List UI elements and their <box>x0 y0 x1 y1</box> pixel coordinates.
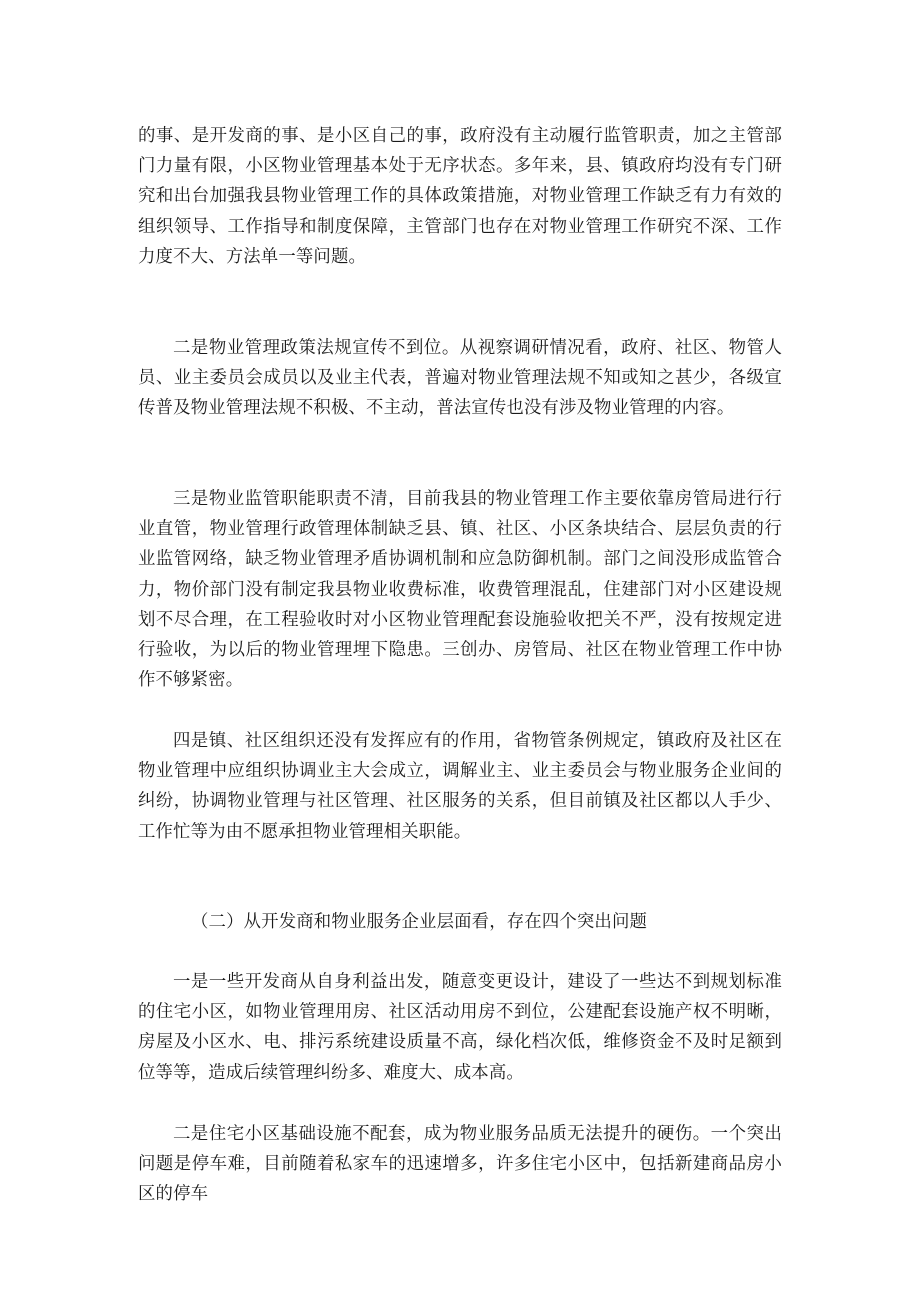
paragraph-continuation: 的事、是开发商的事、是小区自己的事，政府没有主动履行监管职责，加之主管部门力量有限，小区物业管理基本处于无序状态。多年来，县、镇政府均没有专门研究和出台加强我县物业管理工作的具体政策措施，对物业管理工作缺乏有力有效的组织领导、工作指导和制度保障，主管部门也存在对物业管理工作研究不深、工作力度不大、方法单一等问题。 <box>138 126 782 267</box>
paragraph-developer-point-one: 一是一些开发商从自身利益出发，随意变更设计，建设了一些达不到规划标准的住宅小区，如物业管理用房、社区活动用房不到位，公建配套设施产权不明晰，房屋及小区水、电、排污系统建设质量不高，绿化档次低，维修资金不及时足额到位等等，造成后续管理纠纷多、难度大、成本高。 <box>138 972 782 1083</box>
paragraph-developer-point-two: 二是住宅小区基础设施不配套，成为物业服务品质无法提升的硬伤。一个突出问题是停车难，目前随着私家车的迅速增多，许多住宅小区中，包括新建商品房小区的停车 <box>138 1124 782 1205</box>
section-heading: （二）从开发商和物业服务企业层面看，存在四个突出问题 <box>191 912 648 932</box>
paragraph-point-three: 三是物业监管职能职责不清，目前我县的物业管理工作主要依靠房管局进行行业直管，物业管理行政管理体制缺乏县、镇、社区、小区条块结合、层层负责的行业监管网络，缺乏物业管理矛盾协调机制和应急防御机制。部门之间没形成监管合力，物价部门没有制定我县物业收费标准，收费管理混乱，住建部门对小区建设规划不尽合理，在工程验收时对小区物业管理配套设施验收把关不严，没有按规定进行验收，为以后的物业管理埋下隐患。三创办、房管局、社区在物业管理工作中协作不够紧密。 <box>138 489 782 691</box>
paragraph-point-two: 二是物业管理政策法规宣传不到位。从视察调研情况看，政府、社区、物管人员、业主委员会成员以及业主代表，普遍对物业管理法规不知或知之甚少，各级宣传普及物业管理法规不积极、不主动，普法宣传也没有涉及物业管理的内容。 <box>138 338 782 419</box>
paragraph-point-four: 四是镇、社区组织还没有发挥应有的作用，省物管条例规定，镇政府及社区在物业管理中应组织协调业主大会成立，调解业主、业主委员会与物业服务企业间的纠纷，协调物业管理与社区管理、社区服务的关系，但目前镇及社区都以人手少、工作忙等为由不愿承担物业管理相关职能。 <box>138 731 782 842</box>
